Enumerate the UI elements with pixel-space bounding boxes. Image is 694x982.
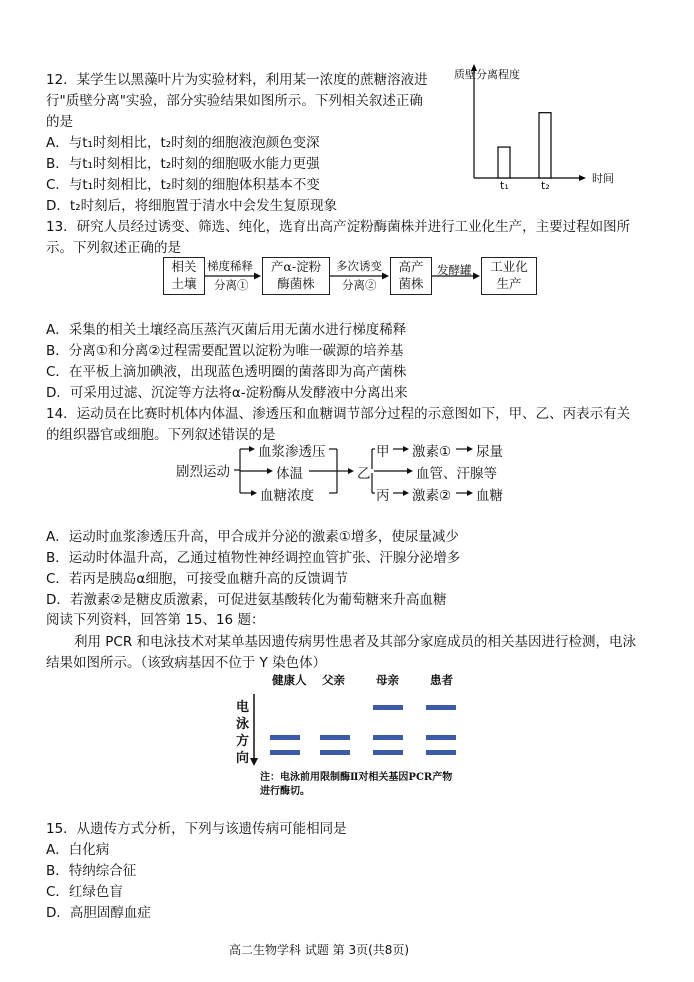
q12-chart-ylabel: 质壁分离程度 bbox=[454, 68, 520, 81]
q15-option-d: D．高胆固醇血症 bbox=[46, 905, 151, 921]
q15-option-a: A．白化病 bbox=[46, 842, 110, 858]
passage-line2: 结果如图所示。（该致病基因不位于 Y 染色体） bbox=[46, 655, 327, 671]
q14-node-jia: 甲 bbox=[376, 444, 390, 460]
q13-arrow1-bottom: 分离① bbox=[214, 278, 249, 292]
q12-option-d: D．t₂时刻后，将细胞置于清水中会发生复原现象 bbox=[46, 198, 338, 214]
gel-direction-char-2: 泳 bbox=[236, 717, 250, 732]
q14-node-bing: 丙 bbox=[376, 488, 390, 504]
q14-option-c: C．若丙是胰岛α细胞，可接受血糖升高的反馈调节 bbox=[46, 571, 348, 587]
q13-box-high-l1: 高产 bbox=[398, 259, 424, 274]
q15-option-c: C．红绿色盲 bbox=[46, 884, 123, 900]
gel-direction-char-4: 向 bbox=[236, 751, 250, 766]
q13-box-industry-l2: 生产 bbox=[496, 276, 522, 291]
page-footer: 高二生物学科 试题 第 3页(共8页) bbox=[229, 943, 410, 957]
q13-stem-line2: 示。下列叙述正确的是 bbox=[46, 240, 181, 256]
gel-band bbox=[373, 750, 403, 755]
q13-arrow3-top: 发酵罐 bbox=[437, 263, 472, 277]
q12-option-c: C．与t₁时刻相比，t₂时刻的细胞体积基本不变 bbox=[46, 177, 320, 193]
q14-start: 剧烈运动 bbox=[176, 464, 230, 480]
gel-label-healthy: 健康人 bbox=[272, 673, 307, 687]
q12-option-a: A．与t₁时刻相比，t₂时刻的细胞液泡颜色变深 bbox=[46, 135, 320, 151]
gel-note-line2: 进行酶切。 bbox=[260, 786, 310, 797]
gel-direction-char-1: 电 bbox=[236, 700, 250, 715]
q13-arrow1-top: 梯度稀释 bbox=[207, 259, 253, 273]
q15-stem: 15．从遗传方式分析，下列与该遗传病可能相同是 bbox=[46, 821, 347, 837]
q12-stem-line2: 行"质壁分离"实验，部分实验结果如图所示。下列相关叙述正确 bbox=[46, 93, 423, 109]
q13-box-strain-l2: 酶菌株 bbox=[277, 276, 315, 291]
q13-arrow2-bottom: 分离② bbox=[342, 278, 377, 292]
q12-chart-xlabel: 时间 bbox=[592, 172, 614, 185]
passage-intro: 阅读下列资料，回答第 15、16 题： bbox=[46, 612, 265, 628]
q14-stem-line2: 的组织器官或细胞。下列叙述错误的是 bbox=[46, 427, 276, 443]
gel-band bbox=[373, 735, 403, 740]
gel-band bbox=[320, 750, 350, 755]
q13-box-strain-l1: 产α-淀粉 bbox=[270, 259, 322, 274]
q13-box-soil-l1: 相关 bbox=[171, 259, 197, 274]
q14-option-a: A．运动时血浆渗透压升高，甲合成并分泌的激素①增多，使尿量减少 bbox=[46, 529, 459, 545]
gel-band bbox=[270, 735, 300, 740]
q12-option-b: B．与t₁时刻相比，t₂时刻的细胞吸水能力更强 bbox=[46, 156, 320, 172]
q13-box-high-l2: 菌株 bbox=[398, 276, 424, 291]
q14-node-urine: 尿量 bbox=[476, 444, 503, 460]
q13-box-soil-l2: 土壤 bbox=[171, 276, 197, 291]
q14-stem-line1: 14．运动员在比赛时机体内体温、渗透压和血糖调节部分过程的示意图如下，甲、乙、丙表示有关 bbox=[46, 406, 631, 422]
q14-option-d: D．若激素②是糖皮质激素，可促进氨基酸转化为葡萄糖来升高血糖 bbox=[46, 592, 447, 608]
q14-node-temp: 体温 bbox=[276, 466, 303, 482]
q13-option-a: A．采集的相关土壤经高压蒸汽灭菌后用无菌水进行梯度稀释 bbox=[46, 322, 407, 338]
q14-option-b: B．运动时体温升高，乙通过植物性神经调控血管扩张、汗腺分泌增多 bbox=[46, 550, 461, 566]
q13-option-d: D．可采用过滤、沉淀等方法将α-淀粉酶从发酵液中分离出来 bbox=[46, 385, 408, 401]
q13-option-b: B．分离①和分离②过程需要配置以淀粉为唯一碳源的培养基 bbox=[46, 343, 404, 359]
gel-band bbox=[426, 735, 456, 740]
q12-chart-tick-t1: t₁ bbox=[500, 179, 509, 192]
gel-direction-char-3: 方 bbox=[236, 734, 250, 749]
q13-option-c: C．在平板上滴加碘液，出现蓝色透明圈的菌落即为高产菌株 bbox=[46, 364, 407, 380]
q15-option-b: B．特纳综合征 bbox=[46, 863, 137, 879]
q14-node-hormone1: 激素① bbox=[412, 444, 452, 460]
gel-band bbox=[426, 750, 456, 755]
gel-band bbox=[426, 705, 456, 710]
q12-chart-tick-t2: t₂ bbox=[541, 179, 550, 192]
gel-band bbox=[373, 705, 403, 710]
q14-node-glucose: 血糖浓度 bbox=[260, 488, 314, 504]
passage-line1: 利用 PCR 和电泳技术对某单基因遗传病男性患者及其部分家庭成员的相关基因进行检测，电泳 bbox=[74, 634, 637, 650]
gel-label-mother: 母亲 bbox=[376, 673, 399, 687]
q14-node-osmotic: 血浆渗透压 bbox=[258, 444, 326, 460]
q14-node-yi: 乙 bbox=[357, 466, 371, 482]
gel-band bbox=[320, 735, 350, 740]
q13-arrow2-top: 多次诱变 bbox=[336, 259, 382, 273]
q14-node-vessels: 血管、汗腺等 bbox=[416, 466, 497, 482]
q12-stem-line1: 12．某学生以黑藻叶片为实验材料，利用某一浓度的蔗糖溶液进 bbox=[46, 72, 428, 88]
gel-band bbox=[270, 750, 300, 755]
q14-node-bloodsugar: 血糖 bbox=[476, 488, 503, 504]
q12-stem-line3: 的是 bbox=[46, 114, 73, 130]
q14-node-hormone2: 激素② bbox=[412, 488, 452, 504]
q13-box-industry-l1: 工业化 bbox=[490, 259, 528, 274]
gel-note-line1: 注：电泳前用限制酶Ⅱ对相关基因PCR产物 bbox=[260, 772, 453, 783]
gel-label-patient: 患者 bbox=[430, 673, 453, 687]
gel-label-father: 父亲 bbox=[322, 673, 345, 687]
q13-stem-line1: 13．研究人员经过诱变、筛选、纯化，选育出高产淀粉酶菌株并进行工业化生产，主要过程如图所 bbox=[46, 219, 631, 235]
